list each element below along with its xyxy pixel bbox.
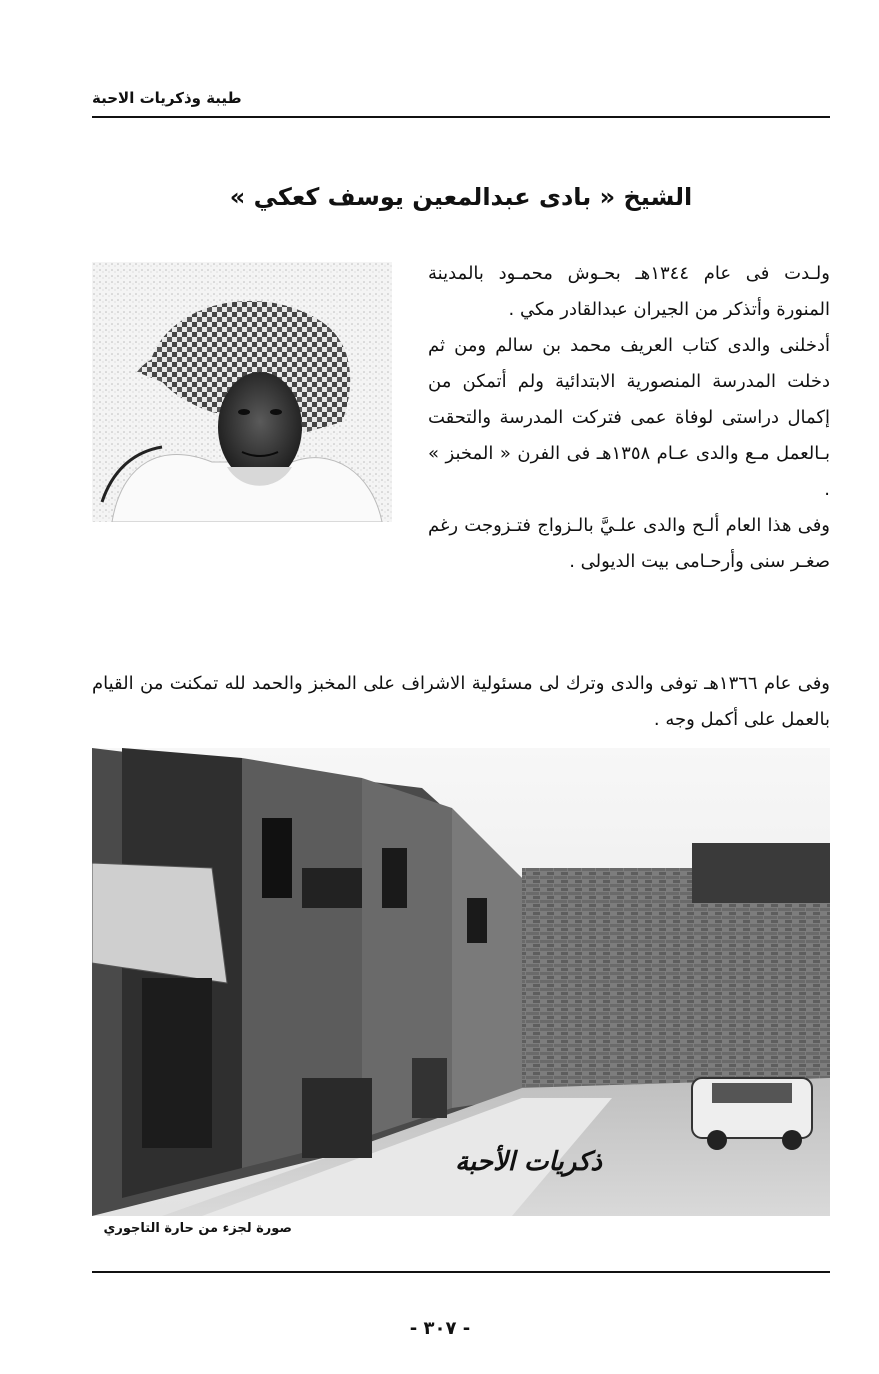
page-number: - ٣٠٧ - — [409, 1318, 471, 1339]
header-rule — [92, 116, 830, 118]
paragraph-1: ولـدت فى عام ١٣٤٤هـ بحـوش محمـود بالمدينة المنورة وأتذكر من الجيران عبدالقادر مكي . — [428, 263, 830, 320]
running-header — [92, 88, 830, 112]
column-text — [428, 256, 830, 580]
running-title: طيبة وذكريات الاحبة — [92, 89, 242, 107]
section-title: الشيخ « بادى عبدالمعين يوسف كعكي » — [229, 183, 693, 211]
street-photo — [92, 748, 830, 1216]
photo-caption: صورة لجزء من حارة التاجوري — [103, 1221, 292, 1236]
paragraph-3: وفى هذا العام ألـح والدى علـيَّ بالـزواج فتـزوجت رغم صغـر سنى وأرحـامى بيت الديولى . — [428, 515, 830, 572]
footer-rule — [92, 1271, 830, 1273]
paragraph-4: وفى عام ١٣٦٦هـ توفى والدى وترك لى مسئولية الاشراف على المخبز والحمد لله تمكنت من القيام بالعمل على أكمل وجه . — [92, 673, 830, 730]
portrait-photo — [92, 262, 392, 522]
photo-watermark: ذكريات الأحبة — [455, 1147, 602, 1177]
paragraph-2: أدخلنى والدى كتاب العريف محمد بن سالم ومن ثم دخلت المدرسة المنصورية الابتدائية ولم أتمكن من إكمال دراستى لوفاة عمى فتركت المدرسة والتحقت بـالعمل مـع والدى عـام ١٣٥٨هـ فى الفرن « المخبز » . — [428, 335, 831, 500]
full-width-text — [92, 666, 830, 738]
